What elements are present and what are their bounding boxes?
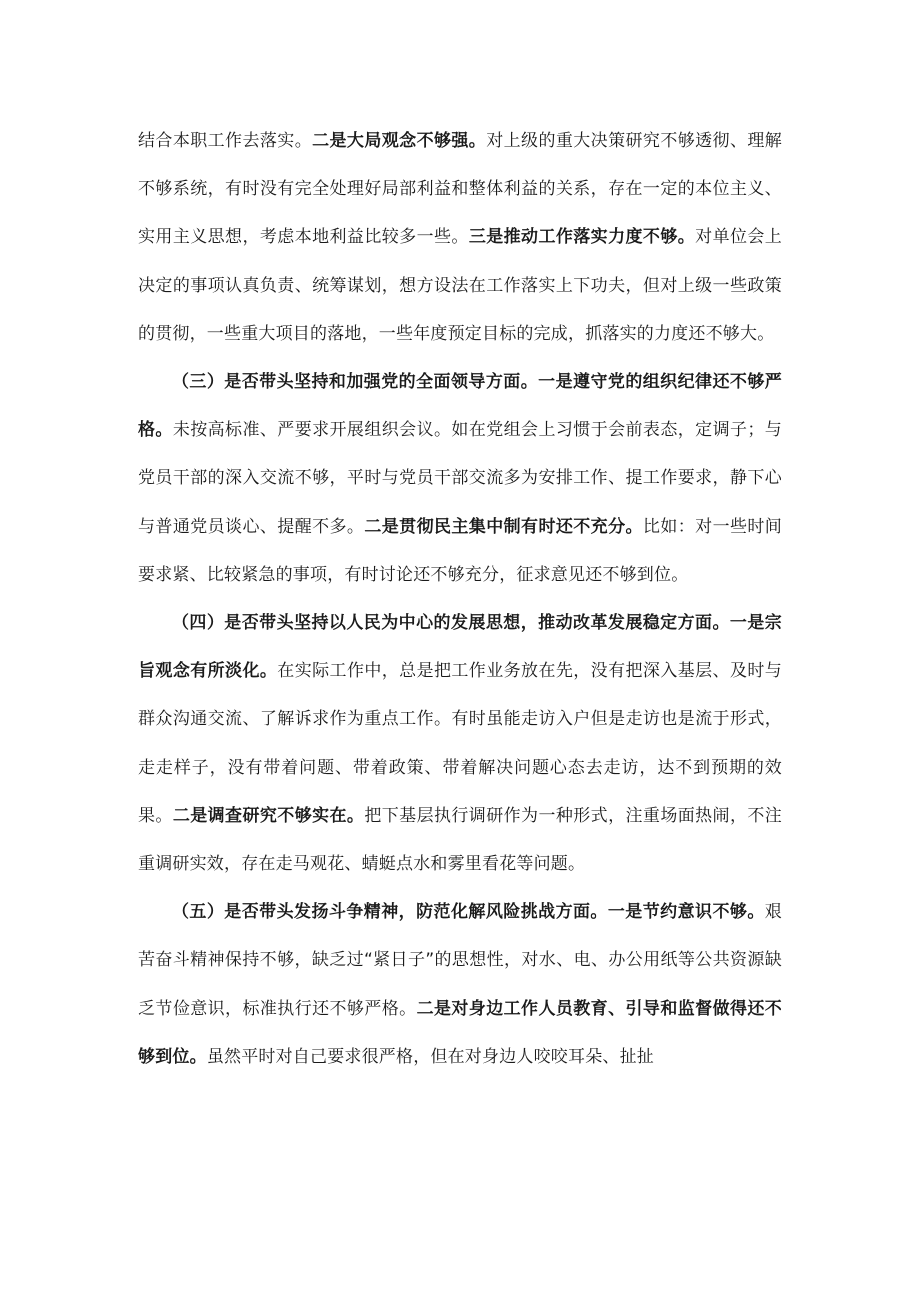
bold-heading-segment: 三是推动工作落实力度不够。	[468, 227, 696, 248]
section-heading-segment: （四）是否带头坚持以人民为中心的发展思想，推动改革发展稳定方面。一是宗旨观念有所淡化。	[138, 613, 782, 682]
text-segment: 未按高标准、严要求开展组织会议。如在党组会上习惯于会前表态，定调子；与党员干部的深入交流不够，平时与党员干部交流多为安排工作、提工作要求，静下心与普通党员谈心、提醒不多。	[138, 420, 782, 537]
text-segment: 在实际工作中，总是把工作业务放在先，没有把深入基层、及时与群众沟通交流、了解诉求作为重点工作。有时虽能走访入户但是走访也是流于形式，走走样子，没有带着问题、带着政策、带着解决问题心态去走访，达不到预期的效果。	[138, 661, 782, 826]
section-heading-segment: （三）是否带头坚持和加强党的全面领导方面。一是遵守党的组织纪律还不够严格。	[138, 372, 782, 441]
text-segment: 对上级的重大决策研究不够透彻、理解不够系统，有时没有完全处理好局部利益和整体利益的关系，存在一定的本位主义、实用主义思想，考虑本地利益比较多一些。	[138, 131, 782, 248]
paragraph-section-4	[138, 599, 782, 888]
text-segment: 艰苦奋斗精神保持不够，缺乏过“紧日子”的思想性，对水、电、办公用纸等公共资源缺乏节俭意识，标准执行还不够严格。	[138, 902, 782, 1019]
paragraph-section-3	[138, 358, 782, 599]
text-segment: 比如：对一些时间要求紧、比较紧急的事项，有时讨论还不够充分，征求意见还不够到位。	[138, 516, 782, 585]
text-segment: 把下基层执行调研作为一种形式，注重场面热闹，不注重调研实效，存在走马观花、蜻蜓点水和雾里看花等问题。	[138, 805, 782, 875]
text-segment: 对单位会上决定的事项认真负责、统筹谋划，想方设法在工作落实上下功夫，但对上级一些政策的贯彻，一些重大项目的落地，一些年度预定目标的完成，抓落实的力度还不够大。	[138, 227, 782, 344]
text-segment: 虽然平时对自己要求很严格，但在对身边人咬咬耳朵、扯扯	[206, 1046, 655, 1067]
document-body	[138, 117, 782, 1081]
bold-heading-segment: 二是调查研究不够实在。	[172, 805, 365, 826]
paragraph-section-5	[138, 888, 782, 1081]
bold-heading-segment: 二是贯彻民主集中制有时还不充分。	[364, 516, 643, 537]
text-segment: 结合本职工作去落实。	[138, 131, 313, 151]
bold-heading-segment: 二是大局观念不够强。	[312, 131, 487, 151]
bold-heading-segment: 二是对身边工作人员教育、引导和监督做得还不够到位。	[138, 998, 782, 1067]
paragraph-continuation	[138, 117, 782, 358]
section-heading-segment: （五）是否带头发扬斗争精神，防范化解风险挑战方面。一是节约意识不够。	[172, 902, 765, 923]
